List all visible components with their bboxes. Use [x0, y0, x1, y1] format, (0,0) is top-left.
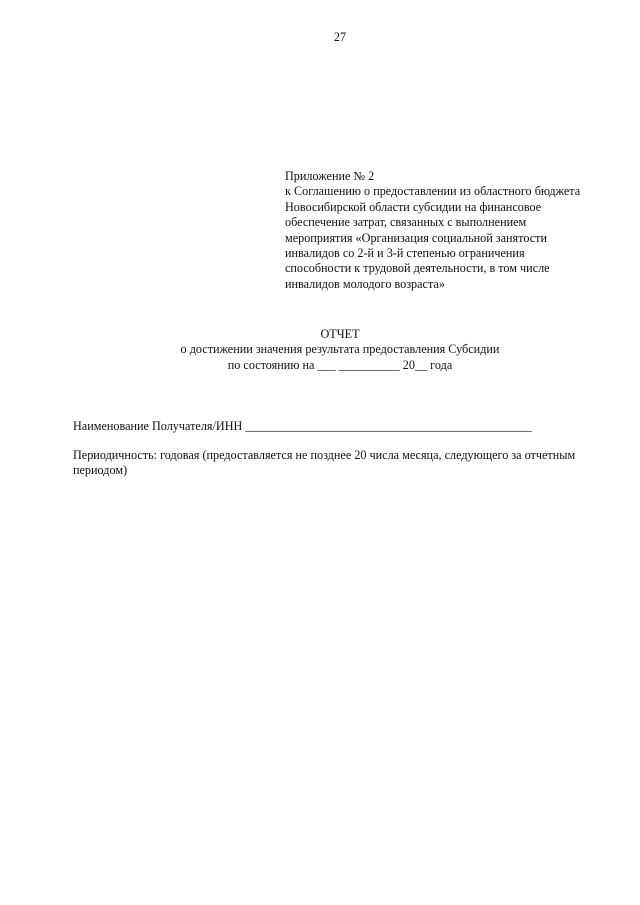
page-number: 27 [333, 30, 347, 44]
appendix-line: к Соглашению о предоставлении из областного бюджета [285, 184, 581, 199]
recipient-field: Наименование Получателя/ИНН _______________________________________________ [73, 419, 532, 433]
report-title: ОТЧЕТ [320, 327, 360, 341]
periodicity-line: периодом) [73, 463, 128, 478]
appendix-line: обеспечение затрат, связанных с выполнением [285, 215, 527, 230]
appendix-line: инвалидов молодого возраста» [285, 276, 445, 291]
appendix-block [285, 169, 615, 292]
appendix-line: инвалидов со 2-й и 3-й степенью ограничения [285, 246, 525, 261]
report-subtitle: о достижении значения результата предоставления Субсидии [180, 342, 500, 357]
appendix-line: способности к трудовой деятельности, в том числе [285, 261, 550, 276]
appendix-line: мероприятия «Организация социальной занятости [285, 230, 547, 245]
report-header [0, 327, 640, 373]
report-date-line: по состоянию на ___ __________ 20__ года [227, 357, 453, 372]
periodicity-line: Периодичность: годовая (предоставляется не позднее 20 числа месяца, следующего за отчетным [73, 448, 576, 462]
appendix-line: Приложение № 2 [285, 169, 375, 183]
appendix-line: Новосибирской области субсидии на финансовое [285, 199, 542, 214]
periodicity-text [73, 448, 613, 479]
